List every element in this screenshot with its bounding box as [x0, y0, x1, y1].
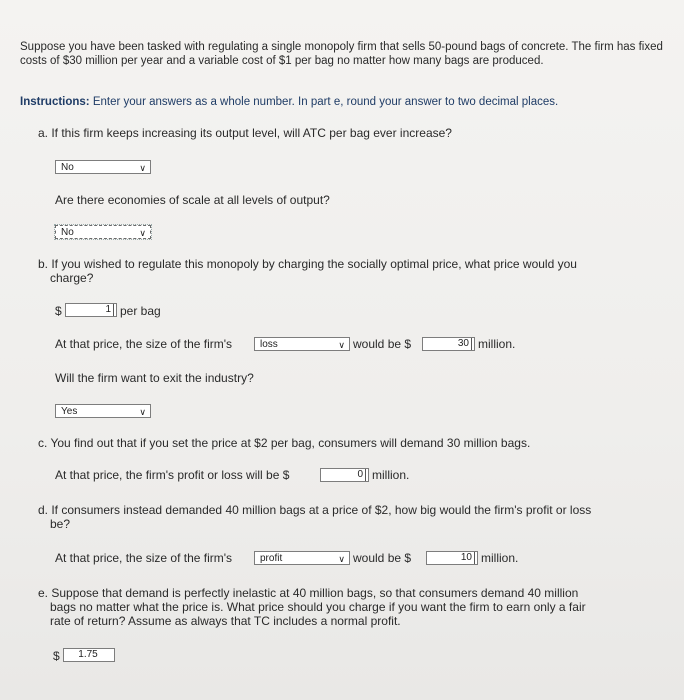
part-c-profit-value: 0 — [357, 469, 366, 481]
chevron-down-icon: ∨ — [139, 407, 146, 417]
part-b-price-value: 1 — [105, 304, 114, 316]
part-e-price-value: 1.75 — [78, 649, 98, 660]
part-b-price-input[interactable] — [65, 303, 117, 317]
part-e-dollar-sign: $ — [53, 649, 60, 663]
part-d-size-sentence: At that price, the size of the firm's — [55, 551, 233, 565]
part-a-economies-select-value: No — [61, 227, 74, 238]
part-a-economies-select[interactable] — [55, 225, 151, 239]
part-a-atc-select-value: No — [61, 162, 74, 173]
part-d-amount-value: 10 — [461, 552, 475, 564]
part-b-million: million. — [478, 337, 516, 351]
chevron-down-icon: ∨ — [338, 554, 345, 564]
part-d-profit-loss-select[interactable] — [254, 551, 350, 565]
part-d-would-be: would be $ — [353, 551, 412, 565]
part-b-profit-loss-select[interactable] — [254, 337, 350, 351]
chevron-down-icon: ∨ — [338, 340, 345, 350]
part-b-size-sentence: At that price, the size of the firm's — [55, 337, 233, 351]
instructions — [20, 95, 670, 110]
chevron-down-icon: ∨ — [139, 163, 146, 173]
part-d-amount-input[interactable] — [426, 551, 478, 565]
part-b-amount-value: 30 — [458, 338, 472, 350]
part-c-million: million. — [372, 468, 410, 482]
part-b-question-line1: b. If you wished to regulate this monopoly by charging the socially optimal price, what price would you — [38, 257, 577, 271]
part-b-exit-select-value: Yes — [61, 406, 78, 417]
part-b-exit-question: Will the firm want to exit the industry? — [55, 371, 254, 385]
part-b-per-bag: per bag — [120, 304, 161, 318]
part-c-sentence: At that price, the firm's profit or loss will be $ — [55, 468, 290, 482]
intro-paragraph: Suppose you have been tasked with regulating a single monopoly firm that sells 50-pound bags of concrete. The firm has fixed costs of $30 million per year and a variable cost of $1 per bag no matter how many bags are produced. — [20, 41, 663, 67]
part-c-profit-input[interactable] — [320, 468, 369, 482]
part-d-profit-loss-select-value: profit — [260, 553, 283, 564]
instructions-label: Instructions: — [20, 96, 90, 108]
part-a-question2: Are there economies of scale at all levels of output? — [55, 193, 330, 207]
part-b-exit-select[interactable] — [55, 404, 151, 418]
part-b-would-be: would be $ — [353, 337, 412, 351]
part-b-dollar-sign: $ — [55, 304, 62, 318]
part-e-line3: rate of return? Assume as always that TC includes a normal profit. — [50, 614, 401, 628]
chevron-down-icon: ∨ — [139, 228, 146, 238]
part-a-atc-select[interactable] — [55, 160, 151, 174]
part-e-line2: bags no matter what the price is. What price should you charge if you want the firm to earn only a fair — [50, 600, 586, 614]
part-b-question-line2: charge? — [50, 271, 94, 285]
part-d-question-line1: d. If consumers instead demanded 40 million bags at a price of $2, how big would the firm's profit or loss — [38, 503, 592, 517]
part-d-question-line2: be? — [50, 517, 71, 531]
part-e-line1: e. Suppose that demand is perfectly inelastic at 40 million bags, so that consumers demand 40 million — [38, 586, 579, 600]
instructions-text: Enter your answers as a whole number. In part e, round your answer to two decimal places. — [92, 96, 559, 108]
part-c-question: c. You find out that if you set the price at $2 per bag, consumers will demand 30 million bags. — [38, 436, 531, 450]
part-b-amount-input[interactable] — [422, 337, 475, 351]
part-b-profit-loss-select-value: loss — [260, 339, 278, 350]
part-d-million: million. — [481, 551, 519, 565]
part-a-question: a. If this firm keeps increasing its output level, will ATC per bag ever increase? — [38, 126, 452, 140]
part-e-price-input[interactable] — [63, 648, 115, 662]
